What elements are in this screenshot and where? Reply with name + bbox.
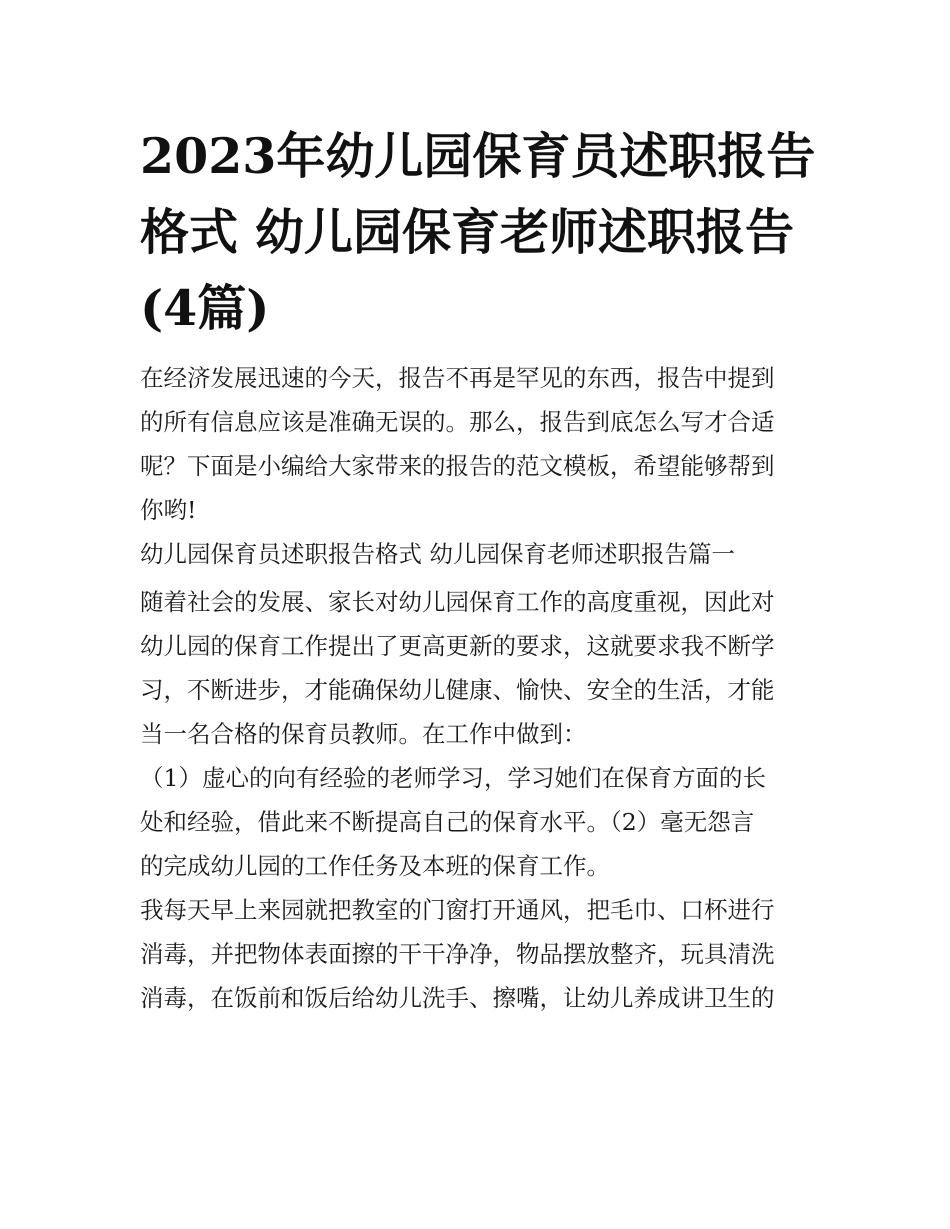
title-line-1: 2023年幼儿园保育员述职报告 — [140, 127, 816, 185]
text-line: 处和经验，借此来不断提高自己的保育水平。（2）毫无怨言 — [140, 808, 755, 836]
text-line: 幼儿园保育员述职报告格式 幼儿园保育老师述职报告篇一 — [140, 540, 735, 568]
title-line-3: (4篇) — [140, 279, 270, 337]
text-line: 你哟! — [140, 496, 197, 524]
text-line: 消毒，并把物体表面擦的干干净净，物品摆放整齐，玩具清洗 — [140, 940, 775, 968]
text-line: 随着社会的发展、家长对幼儿园保育工作的高度重视，因此对 — [140, 588, 775, 616]
text-line: 我每天早上来园就把教室的门窗打开通风，把毛巾、口杯进行 — [140, 896, 775, 924]
body-paragraph-2 — [140, 756, 820, 888]
text-line: 在经济发展迅速的今天，报告不再是罕见的东西，报告中提到 — [140, 364, 775, 392]
document-title — [140, 118, 820, 346]
title-line-2: 格式 幼儿园保育老师述职报告 — [140, 203, 795, 261]
text-line: 幼儿园的保育工作提出了更高更新的要求，这就要求我不断学 — [140, 632, 775, 660]
document-body — [140, 356, 820, 1020]
text-line: （1）虚心的向有经验的老师学习，学习她们在保育方面的长 — [140, 764, 766, 792]
text-line: 的完成幼儿园的工作任务及本班的保育工作。 — [140, 852, 610, 880]
text-line: 当一名合格的保育员教师。在工作中做到： — [140, 720, 587, 748]
text-line: 的所有信息应该是准确无误的。那么，报告到底怎么写才合适 — [140, 408, 775, 436]
text-line: 习，不断进步，才能确保幼儿健康、愉快、安全的生活，才能 — [140, 676, 775, 704]
body-paragraph-3 — [140, 888, 820, 1020]
text-line: 呢？下面是小编给大家带来的报告的范文模板，希望能够帮到 — [140, 452, 775, 480]
section-heading — [140, 532, 820, 576]
body-paragraph-1 — [140, 580, 820, 756]
intro-paragraph — [140, 356, 820, 532]
text-line: 消毒，在饭前和饭后给幼儿洗手、擦嘴，让幼儿养成讲卫生的 — [140, 984, 775, 1012]
